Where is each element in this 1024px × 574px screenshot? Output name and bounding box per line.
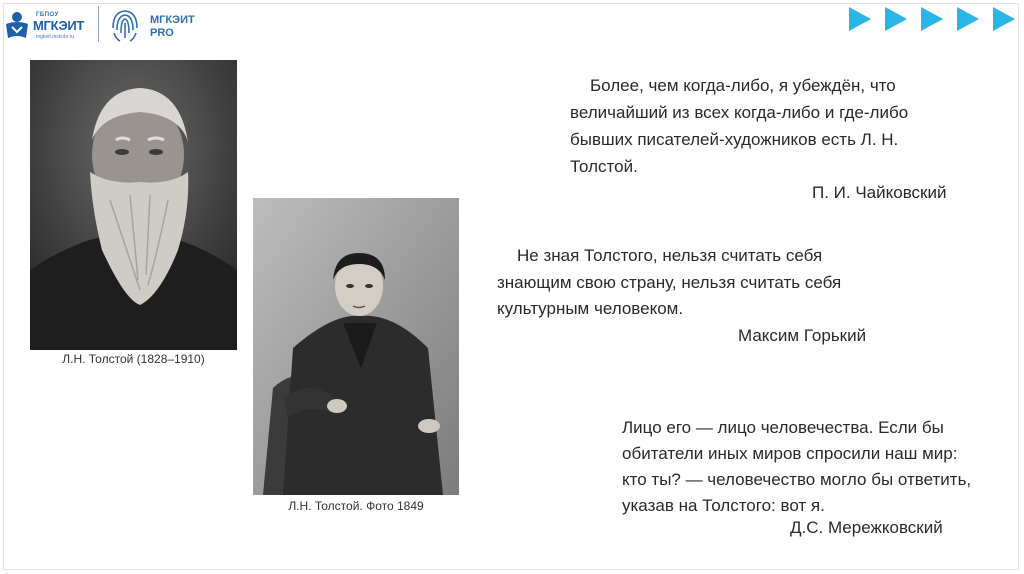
arrow-icon [993,7,1015,31]
tolstoy-elder-photo [30,60,237,350]
arrow-icon [957,7,979,31]
logo-divider [98,6,99,42]
quote3-line: обитатели иных миров спросили наш мир: [622,444,958,463]
logo2-line2: PRO [150,27,174,39]
logo1-url: mgkeit.mskobr.ru [36,34,75,40]
arrow-icon [849,7,871,31]
photo2-caption: Л.Н. Толстой. Фото 1849 [288,499,424,513]
quote1-line: Толстой. [570,157,638,176]
logo2-line1: МГКЭИТ [150,14,195,26]
quote3-author: Д.С. Мережковский [790,518,943,537]
quote3-line: указав на Толстого: вот я. [622,496,825,515]
tolstoy-young-photo [253,198,459,495]
arrow-icon [885,7,907,31]
quote1-line: величайший из всех когда-либо и где-либо [570,103,909,122]
quote3-line: Лицо его — лицо человечества. Если бы [622,418,944,437]
quote2-author: Максим Горький [738,326,867,345]
quote1-line: Более, чем когда-либо, я убеждён, что [590,76,896,95]
arrow-icon [921,7,943,31]
quote2-line: Не зная Толстого, нельзя считать себя [517,246,823,265]
decorative-arrows [845,3,1021,35]
quote2-line: знающим свою страну, нельзя считать себя [497,273,842,292]
mgkeit-pro-logo [108,6,208,44]
logo1-small-text: ГБПОУ [36,12,59,18]
quote1-author: П. И. Чайковский [812,183,947,202]
logo1-title: МГКЭИТ [33,18,85,33]
quote3-line: кто ты? — человечество могло бы ответить, [622,470,972,489]
quote1-line: бывших писателей-художников есть Л. Н. [570,130,899,149]
mgkeit-logo [4,6,96,44]
fingerprint-icon [108,6,142,44]
mgkeit-emblem-icon [4,10,30,40]
photo1-caption: Л.Н. Толстой (1828–1910) [62,352,205,366]
quote2-line: культурным человеком. [497,299,684,318]
